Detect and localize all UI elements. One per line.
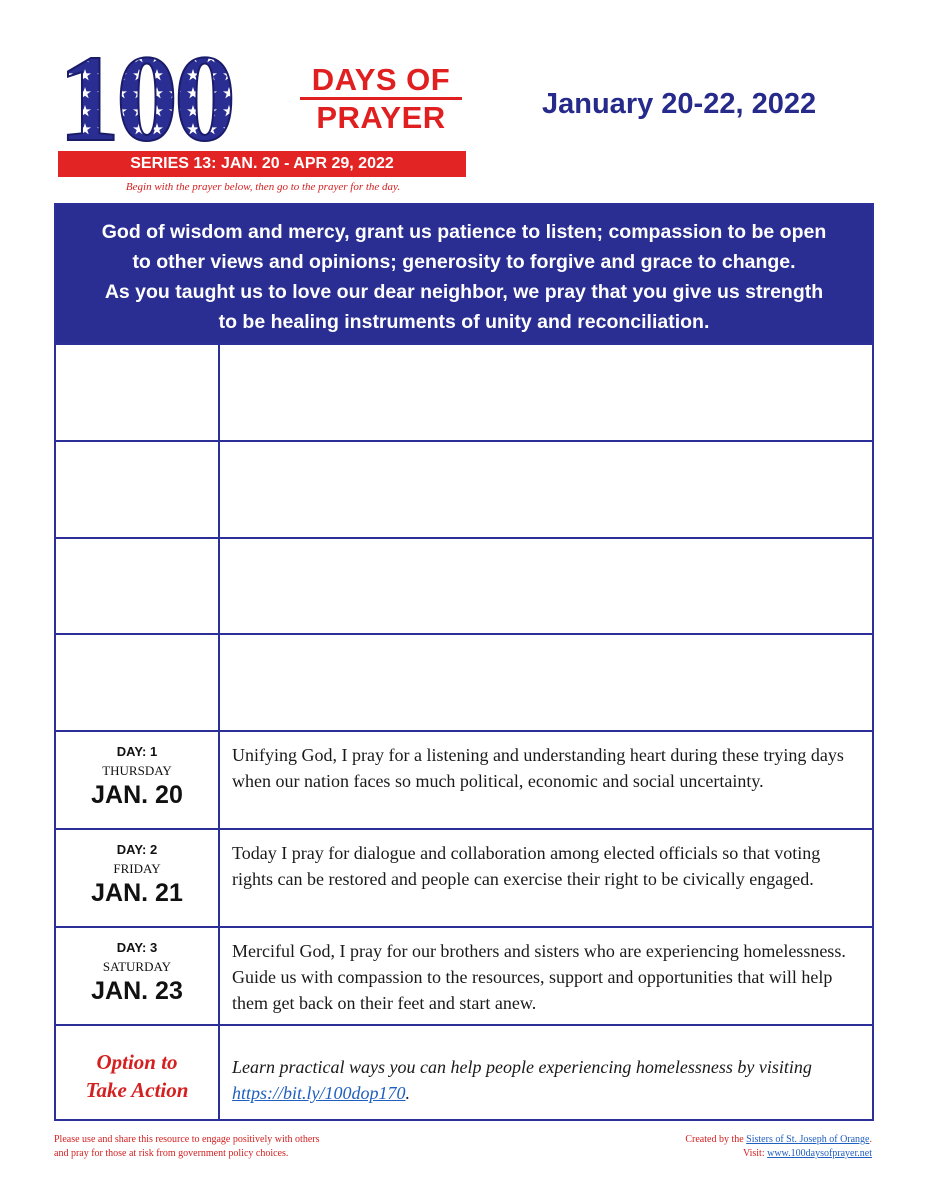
opening-prayer-line: to be healing instruments of unity and reconciliation. <box>218 311 710 333</box>
day-cell <box>56 732 220 828</box>
day-weekday: SATURDAY <box>102 959 172 974</box>
take-action-text <box>232 1036 862 1106</box>
footer-note <box>54 1133 319 1161</box>
take-action-link[interactable]: https://bit.ly/100dop170 <box>232 1083 406 1103</box>
day-date: JAN. 23 <box>91 977 183 1005</box>
footer-visit-label: Visit: <box>742 1148 768 1159</box>
day-prayer-cell <box>220 830 872 926</box>
day-prayer: Unifying God, I pray for a listening and understanding heart during these trying days when our nation faces so much political, economic and social uncertainty. <box>232 745 844 791</box>
footer-credit-prefix: Created by the <box>685 1134 747 1145</box>
empty-row <box>56 633 872 730</box>
opening-prayer-line: As you taught us to love our dear neighbor, we pray that you give us strength <box>104 281 824 303</box>
empty-cell-left <box>56 442 220 537</box>
logo <box>58 48 468 180</box>
day-weekday: FRIDAY <box>113 861 161 876</box>
empty-cell-right <box>220 442 872 537</box>
empty-cell-left <box>56 345 220 440</box>
footer-credit <box>685 1133 872 1161</box>
empty-row <box>56 440 872 537</box>
day-row <box>56 730 872 828</box>
take-action-cell <box>220 1026 872 1121</box>
svg-text:100: 100 <box>58 48 232 148</box>
footer-note-line: Please use and share this resource to engage positively with others <box>54 1134 320 1145</box>
take-action-row <box>56 1024 872 1121</box>
take-action-link-suffix: . <box>405 1083 410 1103</box>
opening-prayer <box>56 205 872 343</box>
empty-cell-right <box>220 539 872 633</box>
footer-note-line: and pray for those at risk from government policy choices. <box>54 1148 289 1159</box>
star-number-icon <box>58 48 294 148</box>
empty-cell-right <box>220 635 872 730</box>
footer-org-suffix: . <box>869 1134 872 1145</box>
day-weekday: THURSDAY <box>102 763 172 778</box>
day-prayer-cell <box>220 732 872 828</box>
day-cell <box>56 830 220 926</box>
take-action-label-line: Take Action <box>85 1078 189 1102</box>
empty-cell-left <box>56 539 220 633</box>
series-banner: SERIES 13: JAN. 20 - APR 29, 2022 <box>58 151 466 177</box>
empty-row <box>56 537 872 633</box>
footer-url-link[interactable]: www.100daysofprayer.net <box>767 1148 872 1159</box>
day-prayer: Merciful God, I pray for our brothers and sisters who are experiencing homelessness. Guide us with compassion to the resources, support and opportunities that will help them get back on their feet and start anew. <box>232 941 846 1013</box>
day-prayer-cell <box>220 928 872 1024</box>
day-date: JAN. 21 <box>91 879 183 907</box>
take-action-description: Learn practical ways you can help people experiencing homelessness by visiting <box>232 1057 812 1077</box>
day-row <box>56 926 872 1024</box>
logo-days-of: DAYS OF <box>311 62 451 97</box>
day-number: DAY: 1 <box>116 744 158 759</box>
logo-prayer: PRAYER <box>316 100 446 135</box>
day-date: JAN. 20 <box>91 781 183 809</box>
logo-words <box>296 64 466 134</box>
empty-row <box>56 343 872 440</box>
take-action-label-line: Option to <box>96 1050 178 1074</box>
logo-number <box>58 48 294 148</box>
empty-cell-left <box>56 635 220 730</box>
date-heading: January 20-22, 2022 <box>542 88 817 120</box>
day-number: DAY: 2 <box>116 842 158 857</box>
opening-prayer-line: to other views and opinions; generosity to forgive and grace to change. <box>132 251 796 273</box>
day-cell <box>56 928 220 1024</box>
begin-note: Begin with the prayer below, then go to the prayer for the day. <box>125 181 401 193</box>
opening-prayer-line: God of wisdom and mercy, grant us patience to listen; compassion to be open <box>101 221 827 243</box>
take-action-label <box>56 1026 220 1121</box>
prayer-sheet <box>54 203 874 1121</box>
day-number: DAY: 3 <box>116 940 158 955</box>
day-prayer: Today I pray for dialogue and collaboration among elected officials so that voting rights can be restored and people can exercise their right to be civically engaged. <box>232 843 821 889</box>
empty-cell-right <box>220 345 872 440</box>
day-row <box>56 828 872 926</box>
footer-org-link[interactable]: Sisters of St. Joseph of Orange <box>746 1134 870 1145</box>
